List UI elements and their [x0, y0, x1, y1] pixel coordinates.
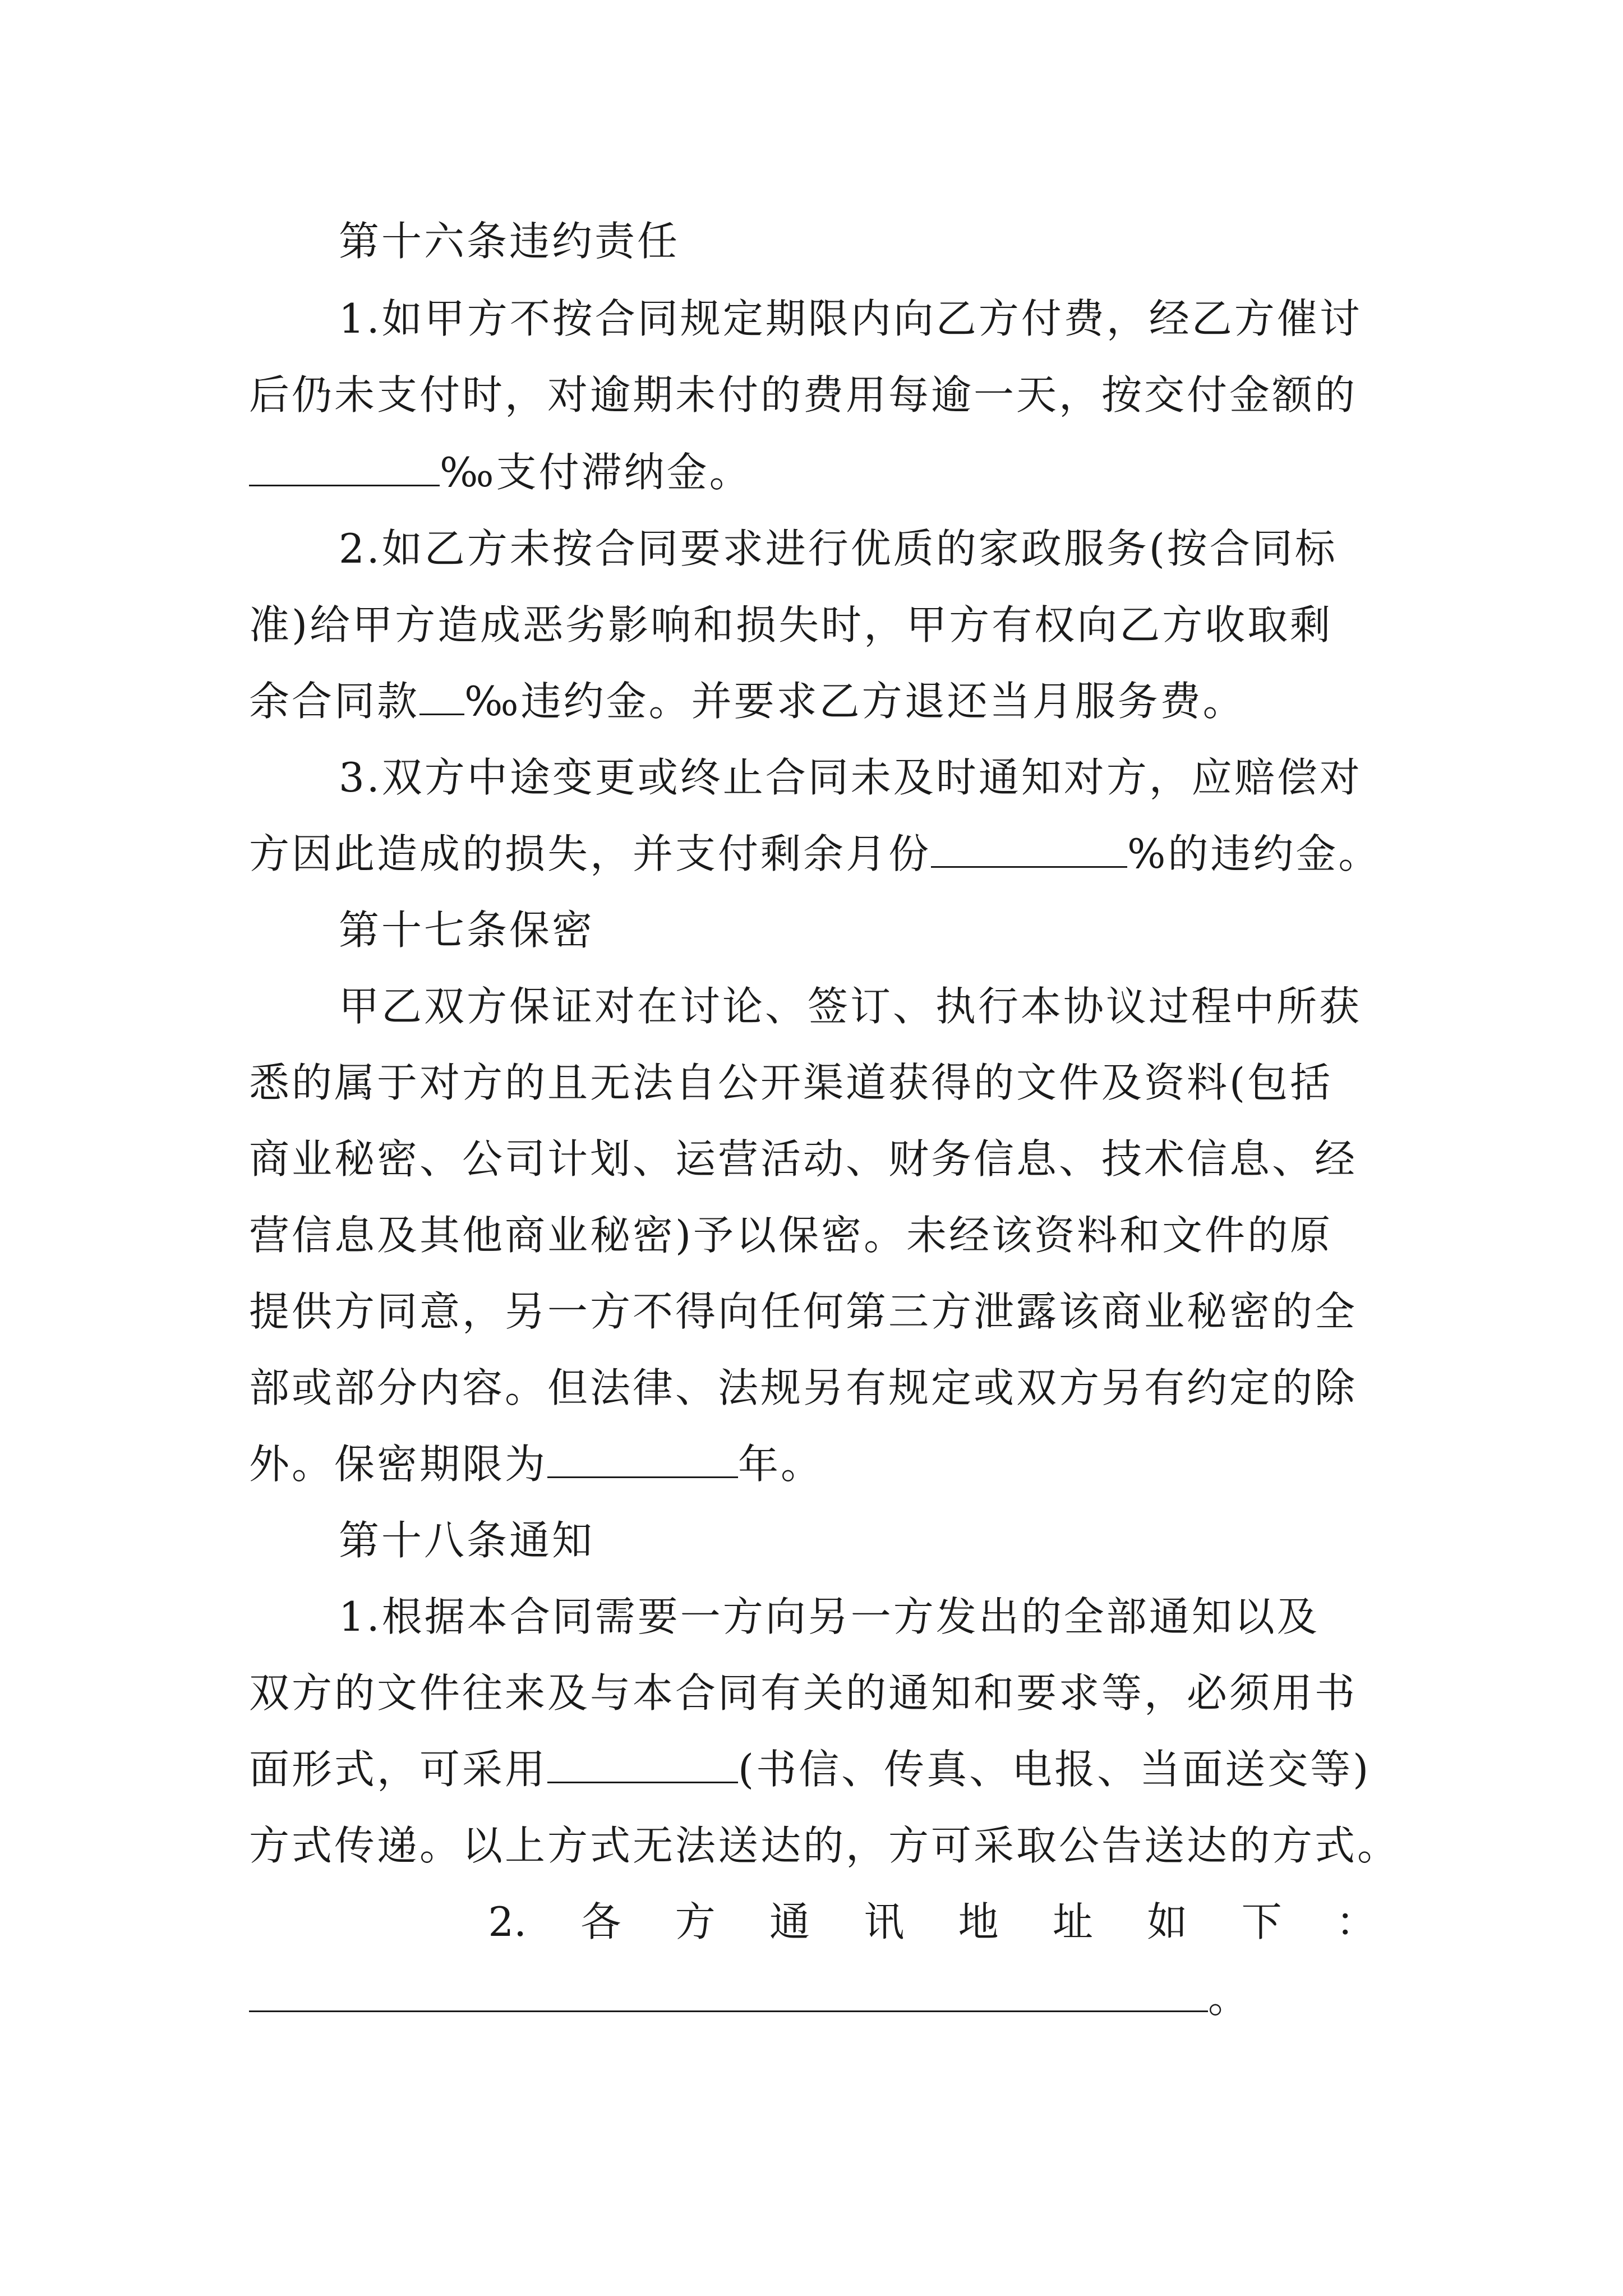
article-16-clause-1-line-3: [249, 444, 752, 500]
article-17-line-7-text-after: 年。: [738, 1441, 824, 1488]
article-18-clause-2-indent: [249, 1894, 434, 1950]
article-16-clause-2-line-3-text-before: 余合同款: [249, 678, 420, 725]
article-16-clause-3-line-2-text-before: 方因此造成的损失，并支付剩余月份: [249, 830, 932, 877]
article-16-clause-2-line-1: 2.如乙方未按合同要求进行优质的家政服务(按合同标: [339, 525, 1338, 572]
confidentiality-period-blank: [547, 1436, 738, 1478]
article-17-line-4: 营信息及其他商业秘密)予以保密。未经该资料和文件的原: [249, 1212, 1333, 1259]
clause-2-char: 各: [580, 1898, 621, 1945]
remaining-months-penalty-blank: [931, 826, 1127, 868]
article-18-clause-1-line-1: 1.根据本合同需要一方向另一方发出的全部通知以及: [339, 1593, 1320, 1640]
delivery-method-blank: [547, 1741, 738, 1783]
article-17-line-3: 商业秘密、公司计划、运营活动、财务信息、技术信息、经: [249, 1135, 1358, 1182]
article-16-clause-1-line-1: 1.如甲方不按合同规定期限内向乙方付费，经乙方催讨: [339, 295, 1362, 342]
article-18-heading: 第十八条通知: [339, 1517, 595, 1564]
article-16-clause-1-line-3-text: ‰支付滞纳金。: [440, 449, 752, 496]
article-18-clause-1-line-3-text-after: (书信、传真、电报、当面送交等): [738, 1746, 1371, 1793]
article-16-clause-1-line-2: 后仍未支付时，对逾期未付的费用每逾一天，按交付金额的: [249, 371, 1358, 418]
article-17-line-1: 甲乙双方保证对在讨论、签订、执行本协议过程中所获: [339, 983, 1362, 1030]
article-16-clause-3-line-2: [249, 826, 1381, 882]
article-18-clause-2-end: 。: [1208, 1975, 1251, 2022]
article-16-clause-2-line-3: [249, 673, 1246, 729]
article-18-clause-1-line-2: 双方的文件往来及与本合同有关的通知和要求等，必须用书: [249, 1669, 1358, 1717]
clause-2-char: ：: [1335, 1898, 1376, 1945]
penalty-rate-blank: [419, 673, 464, 715]
article-16-heading: 第十六条违约责任: [339, 218, 680, 265]
article-16-clause-2-line-3-text-after: ‰违约金。并要求乙方退还当月服务费。: [464, 678, 1246, 725]
clause-2-char: 方: [675, 1898, 716, 1945]
clause-2-char: 下: [1241, 1898, 1282, 1945]
article-17-line-7-text-before: 外。保密期限为: [249, 1441, 548, 1488]
article-18-clause-1-line-3-text-before: 面形式，可采用: [249, 1746, 548, 1793]
article-16-clause-3-line-1: 3.双方中途变更或终止合同未及时通知对方，应赔偿对: [339, 754, 1362, 801]
article-17-line-5: 提供方同意，另一方不得向任何第三方泄露该商业秘密的全: [249, 1288, 1358, 1335]
article-16-clause-3-line-2-text-after: %的违约金。: [1127, 830, 1381, 877]
clause-2-char: 地: [958, 1898, 999, 1945]
address-blank: [249, 1970, 1208, 2012]
clause-2-char: 址: [1052, 1898, 1093, 1945]
late-fee-rate-blank: [249, 444, 440, 486]
clause-2-char: 通: [769, 1898, 810, 1945]
article-17-heading: 第十七条保密: [339, 907, 595, 954]
clause-2-char: 讯: [864, 1898, 905, 1945]
article-18-clause-2-line-1: [249, 1894, 1376, 1950]
article-18-clause-1-line-3: [249, 1741, 1371, 1797]
article-17-line-2: 悉的属于对方的且无法自公开渠道获得的文件及资料(包括: [249, 1059, 1333, 1106]
clause-2-char: 2.: [488, 1898, 527, 1945]
article-18-clause-2-line-2: [249, 1970, 1251, 2026]
article-16-clause-2-line-2: 准)给甲方造成恶劣影响和损失时，甲方有权向乙方收取剩: [249, 601, 1333, 648]
clause-2-char: 如: [1147, 1898, 1188, 1945]
article-17-line-6: 部或部分内容。但法律、法规另有规定或双方另有约定的除: [249, 1364, 1358, 1411]
article-17-line-7: [249, 1436, 823, 1492]
article-18-clause-1-line-4: 方式传递。以上方式无法送达的，方可采取公告送达的方式。: [249, 1822, 1400, 1869]
